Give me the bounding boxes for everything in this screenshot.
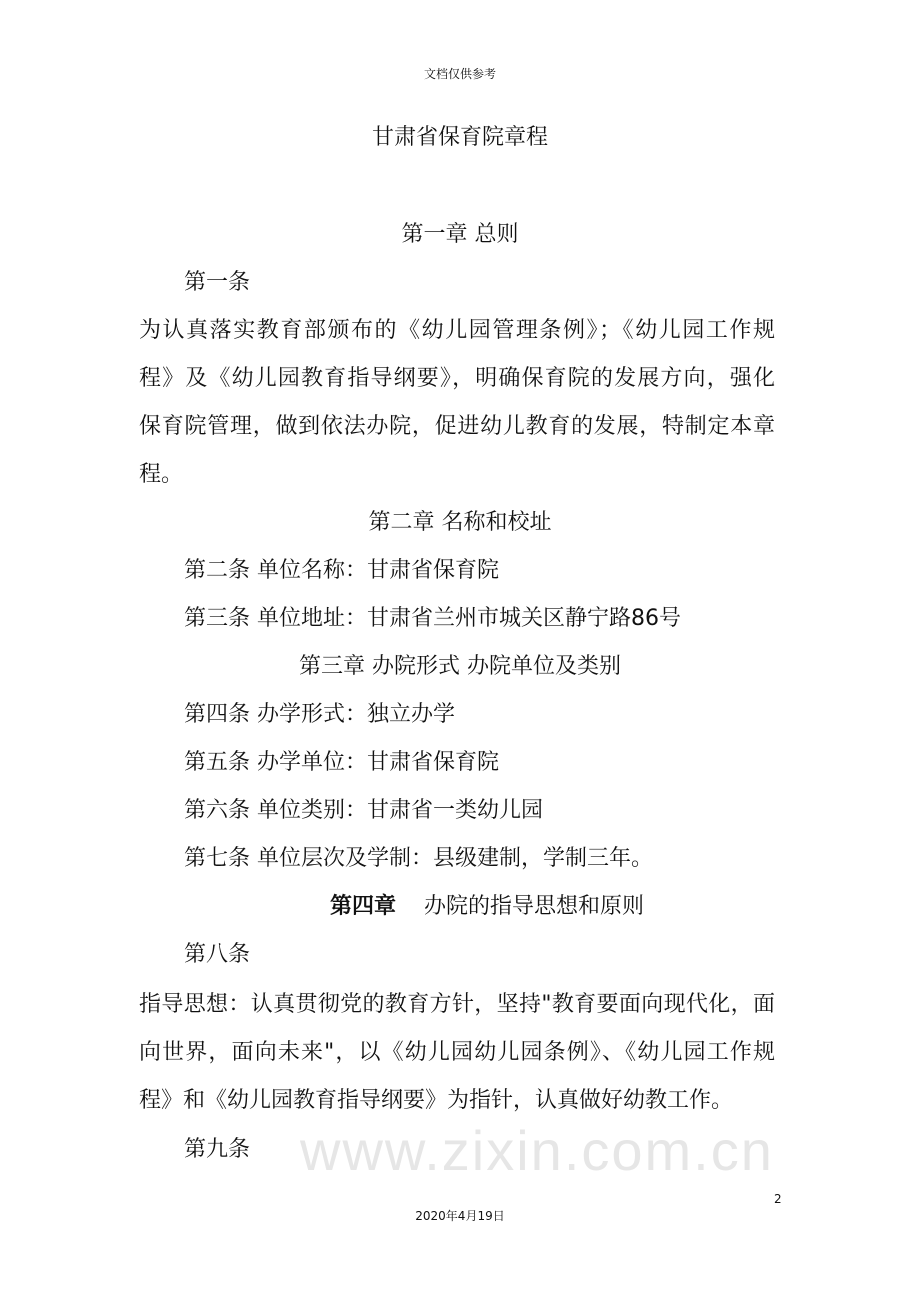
page-footer-date: 2020年4月19日: [415, 1209, 505, 1223]
paragraph-line: 指导思想：认真贯彻党的教育方针，坚持"教育要面向现代化，面: [139, 992, 775, 1017]
paragraph-line: 向世界，面向未来"，以《幼儿园幼儿园条例》、《幼儿园工作规: [139, 1040, 775, 1065]
article-label: 第八条: [184, 942, 251, 967]
chapter-heading: 第一章 总则: [401, 222, 519, 247]
paragraph-line: 程。: [139, 462, 184, 487]
page-number: 2: [774, 1192, 782, 1206]
article-line: 第二条 单位名称：甘肃省保育院: [184, 558, 499, 583]
article-line: 第三条 单位地址：甘肃省兰州市城关区静宁路86号: [184, 606, 681, 631]
article-line: 第六条 单位类别：甘肃省一类幼儿园: [184, 798, 543, 823]
chapter-heading: [330, 892, 644, 922]
article-line: 第七条 单位层次及学制：县级建制，学制三年。: [184, 846, 653, 871]
paragraph-line: 程》及《幼儿园教育指导纲要》，明确保育院的发展方向，强化: [139, 366, 775, 391]
paragraph-line: 保育院管理，做到依法办院，促进幼儿教育的发展，特制定本章: [139, 414, 775, 439]
paragraph-line: 为认真落实教育部颁布的《幼儿园管理条例》；《幼儿园工作规: [139, 318, 775, 343]
chapter-title: 办院的指导思想和原则: [424, 894, 645, 919]
chapter-number: 第四章: [330, 894, 397, 919]
chapter-heading: 第三章 办院形式 办院单位及类别: [299, 654, 621, 679]
page-header: 文档仅供参考: [423, 67, 496, 81]
document-title: 甘肃省保育院章程: [371, 125, 548, 150]
chapter-heading: 第二章 名称和校址: [368, 510, 552, 535]
paragraph-line: 程》和《幼儿园教育指导纲要》为指针，认真做好幼教工作。: [139, 1088, 734, 1113]
article-label: 第九条: [184, 1137, 251, 1162]
watermark: www.zixin.com.cn: [300, 1119, 774, 1182]
article-line: 第五条 办学单位：甘肃省保育院: [184, 750, 499, 775]
article-label: 第一条: [184, 270, 251, 295]
article-line: 第四条 办学形式：独立办学: [184, 702, 455, 727]
